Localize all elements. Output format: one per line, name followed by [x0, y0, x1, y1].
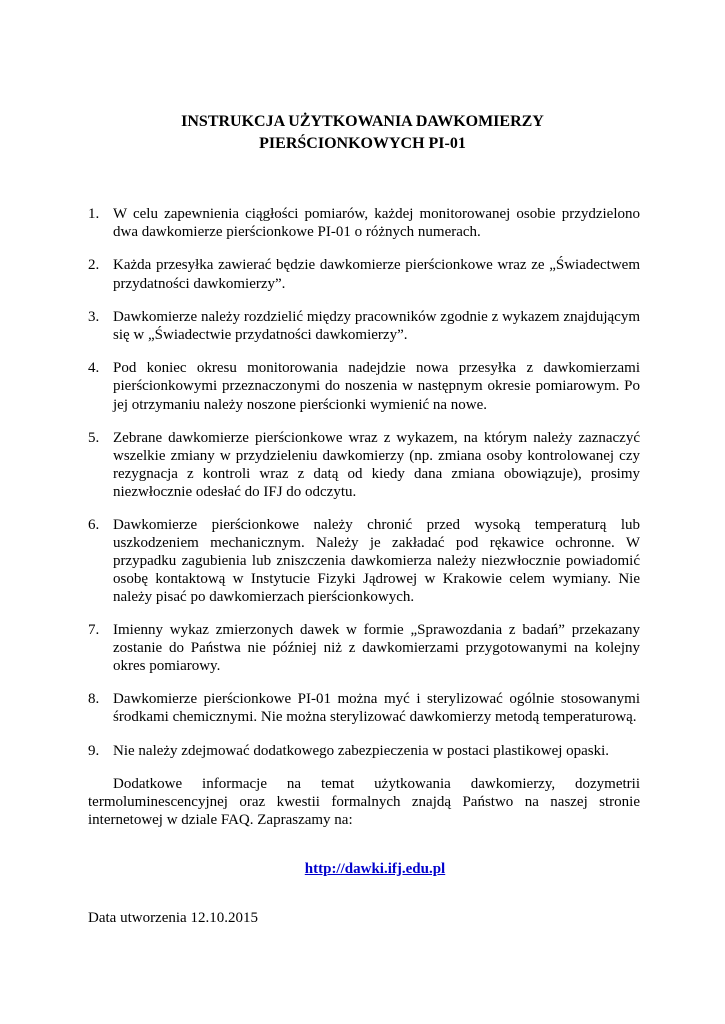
list-item-text: Imienny wykaz zmierzonych dawek w formie „Sprawozdania z badań” przekazany zostanie do Państwa nie później niż z dawkomierzami przygotowanymi na kolejny okres pomiarowy.	[113, 621, 640, 675]
list-item	[88, 308, 640, 344]
additional-info-paragraph: Dodatkowe informacje na temat użytkowania dawkomierzy, dozymetrii termoluminescencyjnej oraz kwestii formalnych znajdą Państwo na naszej stronie internetowej w dziale FAQ. Zapraszamy na:	[88, 776, 640, 829]
list-item-number: 7.	[88, 621, 100, 638]
list-item	[88, 256, 640, 292]
list-item-text: Dawkomierze pierścionkowe należy chronić przed wysoką temperaturą lub uszkodzeniem mechanicznym. Należy je zakładać pod rękawice ochronne. W przypadku zagubienia lub zniszczenia dawkomierza należy niezwłocznie powiadomić osobę kontaktową w Instytucie Fizyki Jądrowej w Krakowie celem wymiany. Nie należy pisać po dawkomierzach pierścionkowych.	[113, 516, 640, 606]
instructions-list	[88, 205, 640, 760]
list-item	[88, 621, 640, 676]
list-item-number: 6.	[88, 516, 100, 533]
list-item-number: 8.	[88, 691, 100, 708]
list-item	[88, 690, 640, 726]
list-item-text: W celu zapewnienia ciągłości pomiarów, każdej monitorowanej osobie przydzielono dwa dawkomierze pierścionkowe PI-01 o różnych numerach.	[113, 206, 640, 241]
list-item-text: Pod koniec okresu monitorowania nadejdzie nowa przesyłka z dawkomierzami pierścionkowymi przeznaczonymi do noszenia w następnym okresie pomiarowym. Po jej otrzymaniu należy noszone pierścionki wymienić na nowe.	[113, 360, 640, 413]
document-title	[0, 111, 725, 155]
list-item-text: Nie należy zdejmować dodatkowego zabezpieczenia w postaci plastikowej opaski.	[113, 742, 610, 759]
list-item-number: 3.	[88, 308, 100, 325]
list-item-text: Każda przesyłka zawierać będzie dawkomierze pierścionkowe wraz ze „Świadectwem przydatności dawkomierzy”.	[113, 257, 640, 292]
list-item-text: Dawkomierze należy rozdzielić między pracowników zgodnie z wykazem znajdującym się w „Świadectwie przydatności dawkomierzy”.	[113, 308, 640, 344]
list-item-number: 4.	[88, 360, 100, 377]
creation-date: Data utworzenia 12.10.2015	[88, 910, 258, 926]
list-item	[88, 516, 640, 607]
list-item-text: Zebrane dawkomierze pierścionkowe wraz z wykazem, na którym należy zaznaczyć wszelkie zmiany w przydzieleniu dawkomierzy (np. zmiana osoby kontrolowanej czy rezygnacja z kontroli wraz z datą od kiedy dana zmiana obowiązuje), prosimy niezwłocznie odesłać do IFJ do odczytu.	[113, 429, 640, 501]
list-item-text: Dawkomierze pierścionkowe PI-01 można myć i sterylizować ogólnie stosowanymi środkami chemicznymi. Nie można sterylizować dawkomierzy metodą temperaturową.	[113, 691, 640, 726]
list-item	[88, 429, 640, 502]
list-item-number: 1.	[88, 206, 100, 222]
title-line-2: PIERŚCIONKOWYCH PI-01	[259, 135, 466, 152]
website-link[interactable]: http://dawki.ifj.edu.pl	[304, 861, 446, 877]
title-line-1: INSTRUKCJA UŻYTKOWANIA DAWKOMIERZY	[181, 113, 544, 130]
list-item-number: 5.	[88, 429, 100, 446]
list-item	[88, 742, 640, 760]
list-item	[88, 359, 640, 414]
list-item-number: 9.	[88, 742, 100, 759]
list-item-number: 2.	[88, 257, 100, 274]
list-item	[88, 205, 640, 241]
